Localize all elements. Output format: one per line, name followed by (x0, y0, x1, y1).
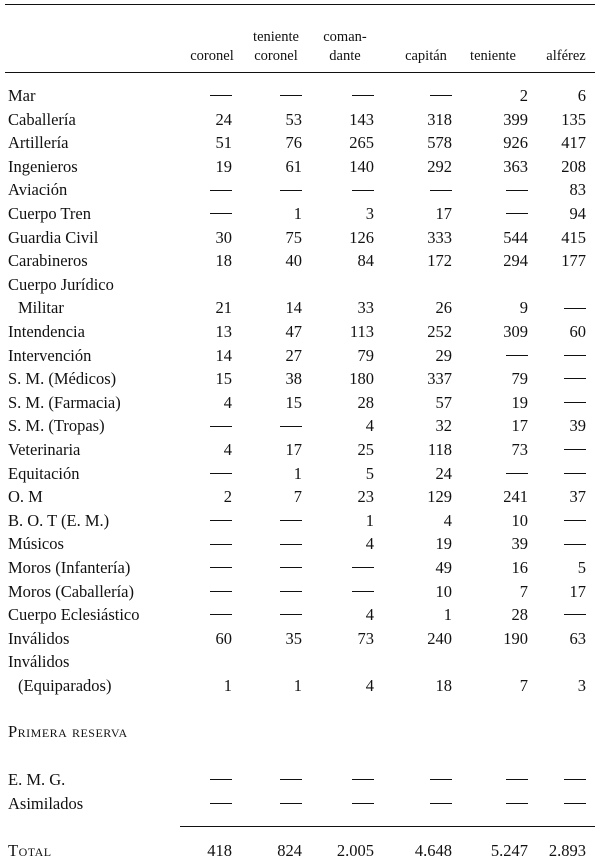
cell-value: 24 (435, 463, 452, 483)
empty-dash (430, 84, 452, 108)
cell-value: 415 (561, 227, 586, 247)
row-label: Cuerpo Tren (8, 204, 91, 223)
row-label: Mar (8, 86, 36, 105)
cell-value: 309 (503, 322, 528, 341)
cell-value: 578 (427, 133, 452, 153)
dash-mark (430, 190, 452, 191)
dash-mark (210, 779, 232, 780)
cell-value: 18 (215, 251, 232, 271)
table-row (0, 768, 600, 792)
cell-value: 1 (223, 676, 232, 695)
cell-value: 26 (435, 298, 452, 318)
dash-mark (280, 190, 302, 191)
cell-value: 4.648 (414, 841, 452, 860)
cell-value: 30 (215, 227, 232, 247)
row-label: Moros (Infantería) (8, 558, 131, 577)
dash-mark (506, 355, 528, 356)
cell-value: 25 (357, 440, 374, 459)
cell-value: 10 (511, 510, 528, 530)
dash-mark (506, 473, 528, 474)
empty-dash (564, 296, 586, 320)
table-top-rule (5, 4, 595, 5)
dash-mark (506, 213, 528, 214)
table-row (0, 580, 600, 604)
column-header-2 (310, 16, 380, 66)
cell-value: 143 (349, 109, 374, 129)
empty-dash (564, 438, 586, 462)
cell-value: 35 (285, 628, 302, 648)
cell-value: 399 (503, 109, 528, 129)
column-header-line: coman- (323, 29, 367, 45)
cell-value: 824 (277, 841, 302, 860)
table-row (0, 320, 600, 344)
empty-dash (352, 580, 374, 604)
cell-value: 113 (349, 322, 374, 341)
table-row (0, 556, 600, 580)
row-label: Aviación (8, 180, 68, 200)
cell-value: 79 (511, 369, 528, 389)
cell-value: 129 (427, 487, 452, 507)
cell-value: 13 (215, 322, 232, 341)
cell-value: 53 (285, 109, 302, 129)
row-label: Equitación (8, 463, 80, 483)
row-label: Inválidos (8, 652, 70, 672)
cell-value: 180 (349, 369, 374, 389)
cell-value: 252 (427, 322, 452, 341)
cell-value: 21 (215, 298, 232, 318)
cell-value: 51 (215, 133, 232, 153)
table-row (0, 485, 600, 509)
dash-mark (564, 355, 586, 356)
empty-dash (210, 414, 232, 438)
table-row (0, 462, 600, 486)
dash-mark (210, 567, 232, 568)
cell-value: 118 (427, 440, 452, 459)
empty-dash (280, 414, 302, 438)
cell-value: 32 (435, 416, 452, 436)
row-label: E. M. G. (8, 770, 66, 789)
dash-mark (210, 544, 232, 545)
cell-value: 75 (285, 227, 302, 247)
dash-mark (506, 190, 528, 191)
empty-dash (564, 603, 586, 627)
empty-dash (506, 344, 528, 368)
row-label: S. M. (Tropas) (8, 416, 105, 436)
cell-value: 28 (357, 392, 374, 412)
cell-value: 294 (503, 251, 528, 271)
cell-value: 337 (427, 369, 452, 389)
empty-dash (430, 178, 452, 202)
dash-mark (210, 614, 232, 615)
table-row (0, 603, 600, 627)
cell-value: 63 (569, 628, 586, 648)
empty-dash (506, 792, 528, 816)
cell-value: 417 (561, 133, 586, 153)
cell-value: 10 (435, 581, 452, 601)
dash-mark (280, 567, 302, 568)
empty-dash (280, 532, 302, 556)
empty-dash (280, 178, 302, 202)
dash-mark (210, 426, 232, 427)
empty-dash (352, 556, 374, 580)
empty-dash (506, 768, 528, 792)
cell-value: 265 (349, 133, 374, 153)
column-header-1 (241, 16, 311, 66)
table-row (0, 438, 600, 462)
cell-value: 926 (503, 133, 528, 153)
dash-mark (352, 779, 374, 780)
cell-value: 1 (365, 510, 374, 530)
column-header-line: alférez (546, 48, 586, 64)
table-row (0, 108, 600, 132)
empty-dash (506, 202, 528, 226)
column-header-5 (531, 16, 600, 66)
empty-dash (280, 509, 302, 533)
cell-value: 19 (511, 392, 528, 412)
cell-value: 61 (285, 156, 302, 176)
row-label: Militar (18, 298, 64, 318)
row-label: Ingenieros (8, 156, 78, 176)
cell-value: 2 (519, 86, 528, 105)
cell-value: 333 (427, 227, 452, 247)
cell-value: 29 (435, 345, 452, 365)
cell-value: 24 (215, 109, 232, 129)
cell-value: 4 (365, 534, 374, 554)
table-row (0, 344, 600, 368)
empty-dash (430, 792, 452, 816)
cell-value: 37 (569, 487, 586, 507)
empty-dash (564, 768, 586, 792)
empty-dash (352, 792, 374, 816)
cell-value: 60 (215, 628, 232, 648)
table-row (0, 674, 600, 698)
table-row (0, 367, 600, 391)
dash-mark (352, 567, 374, 568)
table-row (0, 202, 600, 226)
cell-value: 27 (285, 345, 302, 365)
cell-value: 177 (561, 251, 586, 271)
cell-value: 73 (511, 440, 528, 459)
cell-value: 2.005 (336, 841, 374, 860)
row-label: Moros (Caballería) (8, 581, 134, 601)
dash-mark (210, 520, 232, 521)
cell-value: 18 (435, 676, 452, 695)
column-header-line: coronel (190, 48, 234, 64)
cell-value: 14 (285, 298, 302, 318)
dash-mark (564, 402, 586, 403)
dash-mark (280, 614, 302, 615)
empty-dash (210, 556, 232, 580)
cell-value: 49 (435, 558, 452, 577)
row-label: Total (8, 841, 52, 860)
table-row (0, 178, 600, 202)
empty-dash (564, 344, 586, 368)
cell-value: 7 (293, 487, 302, 507)
dash-mark (564, 544, 586, 545)
cell-value: 292 (427, 156, 452, 176)
row-label: Intervención (8, 345, 92, 365)
dash-mark (280, 591, 302, 592)
cell-value: 47 (285, 322, 302, 341)
table-row (0, 249, 600, 273)
empty-dash (210, 178, 232, 202)
dash-mark (564, 449, 586, 450)
cell-value: 1 (293, 463, 302, 483)
empty-dash (280, 603, 302, 627)
table-row (0, 84, 600, 108)
table-row (0, 414, 600, 438)
total-row (0, 839, 600, 863)
row-label: S. M. (Farmacia) (8, 392, 121, 412)
row-label: (Equiparados) (18, 676, 112, 695)
cell-value: 4 (365, 416, 374, 436)
section-title-row (0, 720, 600, 744)
dash-mark (564, 779, 586, 780)
cell-value: 1 (443, 605, 452, 625)
cell-value: 241 (503, 487, 528, 507)
cell-value: 9 (519, 298, 528, 318)
cell-value: 39 (511, 534, 528, 554)
dash-mark (210, 213, 232, 214)
cell-value: 17 (569, 581, 586, 601)
cell-value: 5.247 (490, 841, 528, 860)
cell-value: 17 (435, 204, 452, 223)
row-label: Cuerpo Eclesiástico (8, 605, 140, 625)
dash-mark (352, 95, 374, 96)
cell-value: 94 (569, 204, 586, 223)
column-header-3 (391, 16, 461, 66)
dash-mark (564, 803, 586, 804)
empty-dash (280, 768, 302, 792)
header-rule (5, 72, 595, 73)
dash-mark (280, 520, 302, 521)
cell-value: 19 (215, 156, 232, 176)
dash-mark (280, 803, 302, 804)
dash-mark (564, 308, 586, 309)
dash-mark (352, 803, 374, 804)
dash-mark (280, 426, 302, 427)
total-rule (180, 826, 595, 827)
empty-dash (352, 768, 374, 792)
cell-value: 190 (503, 628, 528, 648)
empty-dash (430, 768, 452, 792)
column-header-line: capitán (405, 48, 447, 64)
empty-dash (564, 462, 586, 486)
table-row (0, 155, 600, 179)
cell-value: 4 (365, 676, 374, 695)
row-label: Caballería (8, 109, 76, 129)
dash-mark (430, 803, 452, 804)
dash-mark (280, 779, 302, 780)
cell-value: 363 (503, 156, 528, 176)
dash-mark (210, 473, 232, 474)
cell-value: 4 (223, 440, 232, 459)
empty-dash (506, 462, 528, 486)
dash-mark (430, 95, 452, 96)
dash-mark (564, 614, 586, 615)
table-row (0, 509, 600, 533)
row-label: B. O. T (E. M.) (8, 510, 110, 530)
cell-value: 418 (207, 841, 232, 860)
cell-value: 544 (503, 227, 528, 247)
table-row (0, 391, 600, 415)
column-header-0 (177, 16, 247, 66)
row-label: Carabineros (8, 251, 88, 271)
empty-dash (352, 84, 374, 108)
dash-mark (564, 378, 586, 379)
dash-mark (506, 803, 528, 804)
row-label: S. M. (Médicos) (8, 369, 117, 389)
cell-value: 79 (357, 345, 374, 365)
cell-value: 3 (365, 204, 374, 223)
empty-dash (564, 367, 586, 391)
empty-dash (210, 768, 232, 792)
dash-mark (430, 779, 452, 780)
cell-value: 126 (349, 227, 374, 247)
table-row (0, 792, 600, 816)
table-row (0, 627, 600, 651)
cell-value: 208 (561, 156, 586, 176)
cell-value: 38 (285, 369, 302, 389)
cell-value: 19 (435, 534, 452, 554)
column-header-line: teniente (253, 29, 299, 45)
cell-value: 57 (435, 392, 452, 412)
cell-value: 7 (519, 581, 528, 601)
table-row (0, 650, 600, 674)
cell-value: 84 (357, 251, 374, 271)
empty-dash (564, 532, 586, 556)
cell-value: 1 (293, 204, 302, 223)
row-label: Guardia Civil (8, 227, 99, 247)
table-row (0, 131, 600, 155)
cell-value: 318 (427, 109, 452, 129)
dash-mark (280, 544, 302, 545)
empty-dash (210, 462, 232, 486)
cell-value: 28 (511, 605, 528, 625)
table-row (0, 273, 600, 297)
empty-dash (210, 603, 232, 627)
dash-mark (352, 591, 374, 592)
row-label: Inválidos (8, 628, 70, 648)
dash-mark (280, 95, 302, 96)
empty-dash (352, 178, 374, 202)
cell-value: 39 (569, 416, 586, 436)
cell-value: 15 (285, 392, 302, 412)
table-row (0, 226, 600, 250)
cell-value: 2 (223, 487, 232, 507)
row-label: Veterinaria (8, 440, 81, 459)
cell-value: 3 (577, 676, 586, 695)
cell-value: 14 (215, 345, 232, 365)
row-label: Músicos (8, 534, 64, 554)
cell-value: 5 (577, 558, 586, 577)
row-label: Cuerpo Jurídico (8, 274, 114, 294)
dash-mark (210, 803, 232, 804)
cell-value: 16 (511, 558, 528, 577)
cell-value: 1 (293, 676, 302, 695)
empty-dash (280, 84, 302, 108)
empty-dash (564, 792, 586, 816)
cell-value: 60 (569, 322, 586, 341)
cell-value: 172 (427, 251, 452, 271)
dash-mark (210, 95, 232, 96)
cell-value: 76 (285, 133, 302, 153)
cell-value: 6 (577, 86, 586, 105)
table-row (0, 532, 600, 556)
empty-dash (210, 580, 232, 604)
cell-value: 15 (215, 369, 232, 389)
dash-mark (506, 779, 528, 780)
dash-mark (352, 190, 374, 191)
column-header-line: coronel (254, 48, 298, 64)
cell-value: 33 (357, 298, 374, 318)
row-label: O. M (8, 487, 43, 507)
table-row (0, 296, 600, 320)
dash-mark (564, 520, 586, 521)
cell-value: 135 (561, 109, 586, 129)
row-label: Asimilados (8, 793, 84, 813)
empty-dash (210, 532, 232, 556)
row-label: Artillería (8, 133, 69, 153)
cell-value: 140 (349, 156, 374, 176)
cell-value: 83 (569, 180, 586, 200)
column-header-4 (458, 16, 528, 66)
cell-value: 40 (285, 251, 302, 271)
cell-value: 73 (357, 628, 374, 648)
cell-value: 17 (285, 440, 302, 459)
empty-dash (564, 391, 586, 415)
column-header-line: dante (329, 48, 361, 64)
dash-mark (210, 190, 232, 191)
empty-dash (210, 509, 232, 533)
row-label: Intendencia (8, 322, 85, 341)
empty-dash (210, 202, 232, 226)
column-header-line: teniente (470, 48, 516, 64)
empty-dash (280, 792, 302, 816)
empty-dash (210, 792, 232, 816)
cell-value: 23 (357, 487, 374, 507)
empty-dash (280, 580, 302, 604)
empty-dash (280, 556, 302, 580)
cell-value: 4 (365, 605, 374, 625)
cell-value: 17 (511, 416, 528, 436)
cell-value: 4 (443, 510, 452, 530)
empty-dash (210, 84, 232, 108)
dash-mark (564, 473, 586, 474)
dash-mark (210, 591, 232, 592)
cell-value: 7 (519, 676, 528, 695)
empty-dash (564, 509, 586, 533)
cell-value: 4 (223, 392, 232, 412)
empty-dash (506, 178, 528, 202)
cell-value: 240 (427, 628, 452, 648)
cell-value: 5 (365, 463, 374, 483)
cell-value: 2.893 (548, 841, 586, 860)
section-title: Primera reserva (8, 722, 128, 741)
